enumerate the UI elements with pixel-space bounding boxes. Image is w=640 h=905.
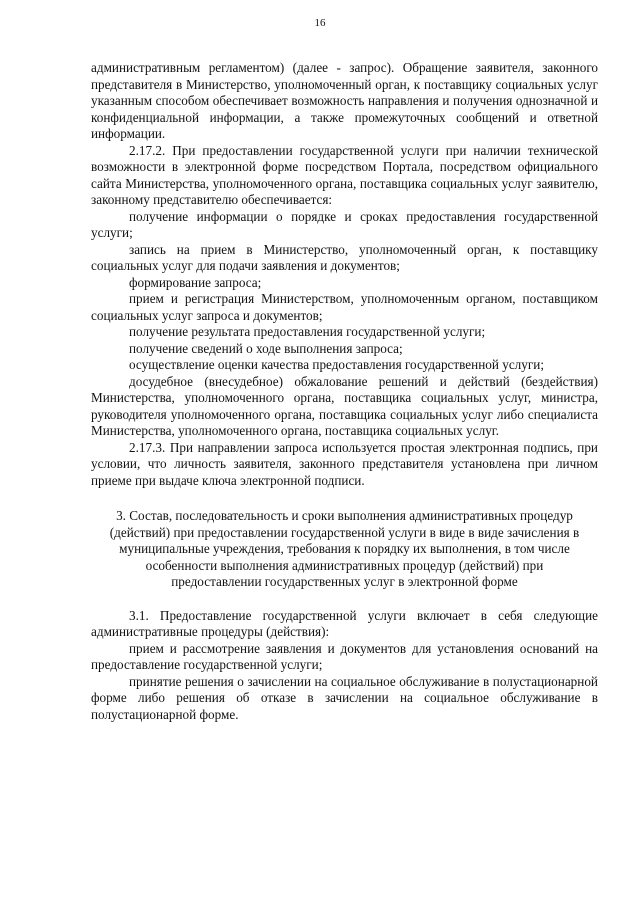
document-body [91, 60, 598, 723]
paragraph: 2.17.2. При предоставлении государственной услуги при наличии технической возможности в электронной форме посредством Портала, посредством официального сайта Министерства, уполномоченного органа, поставщика социальных услуг заявителю, законному представителю обеспечивается: [91, 142, 598, 207]
list-item: запись на прием в Министерство, уполномоченный орган, к поставщику социальных услуг для подачи заявления и документов; [91, 241, 598, 273]
list-item: формирование запроса; [129, 274, 262, 290]
page-number: 16 [314, 17, 326, 29]
list-item: получение информации о порядке и сроках предоставления государственной услуги; [91, 208, 598, 240]
list-item: получение результата предоставления государственной услуги; [129, 324, 486, 339]
paragraph: 3.1. Предоставление государственной услуги включает в себя следующие административные процедуры (действия): [91, 607, 598, 639]
paragraph: административным регламентом) (далее - запрос). Обращение заявителя, законного представителя в Министерство, уполномоченный орган, к поставщику социальных услуг указанным способом обеспечивает возможность направления и получения однозначной и конфиденциальной информации, а также промежуточных сообщений и ответной информации. [91, 60, 598, 141]
list-item: осуществление оценки качества предоставления государственной услуги; [129, 357, 544, 372]
paragraph: 2.17.3. При направлении запроса используется простая электронная подпись, при условии, что личность заявителя, законного представителя установлена при личном приеме при выдаче ключа электронной подписи. [91, 439, 598, 488]
list-item: получение сведений о ходе выполнения запроса; [129, 340, 403, 356]
list-item: досудебное (внесудебное) обжалование решений и действий (бездействия) Министерства, уполномоченного органа, поставщика социальных услуг, министра, руководителя уполномоченного органа, поставщика социальных услуг либо специалиста Министерства, уполномоченного органа, поставщика социальных услуг. [91, 373, 598, 438]
section-title: 3. Состав, последовательность и сроки выполнения административных процедур (действий) при предоставлении государственной услуги в виде в виде зачисления в муниципальные учреждения, требования к порядку их выполнения, в том числе особенности выполнения административных процедур (действий) при предоставлении государственных услуг в электронной форме [109, 508, 580, 589]
list-item: прием и регистрация Министерством, уполномоченным органом, поставщиком социальных услуг запроса и документов; [91, 291, 598, 323]
list-item: прием и рассмотрение заявления и документов для установления оснований на предоставление государственной услуги; [91, 640, 598, 672]
list-item: принятие решения о зачислении на социальное обслуживание в полустационарной форме либо решения об отказе в зачислении на социальное обслуживание в полустационарной форме. [91, 673, 598, 722]
